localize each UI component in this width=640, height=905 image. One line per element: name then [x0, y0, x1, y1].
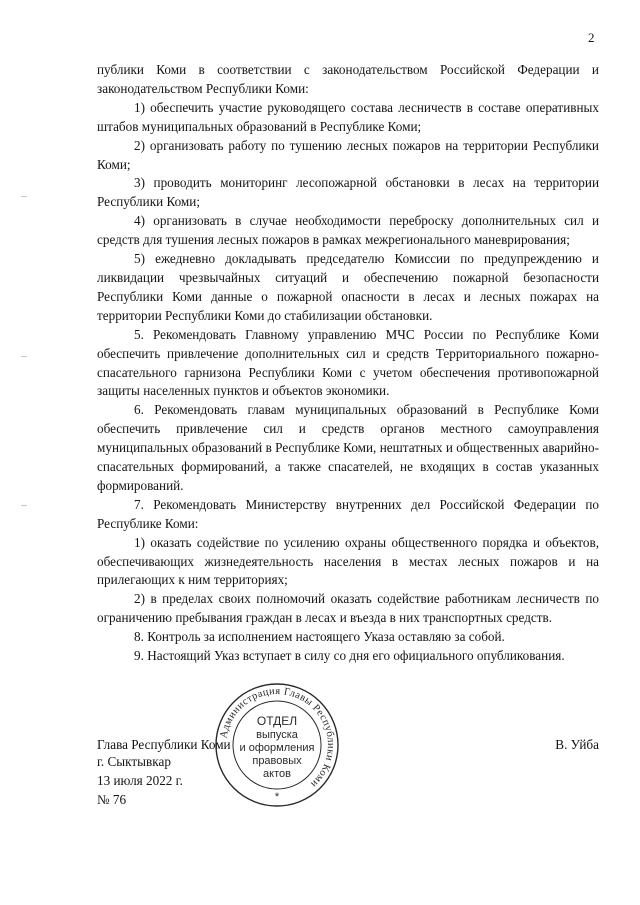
decree-body: [97, 61, 599, 666]
stamp-line: ОТДЕЛ: [256, 714, 298, 728]
paragraph: 3) проводить мониторинг лесопожарной обстановки в лесах на территории Республики Коми;: [97, 175, 599, 210]
paragraph: 1) обеспечить участие руководящего состава лесничеств в составе оперативных штабов муниципальных образований в Республике Коми;: [97, 99, 599, 134]
signatory-name: В. Уйба: [555, 737, 599, 752]
paragraph: 8. Контроль за исполнением настоящего Указа оставляю за собой.: [134, 629, 505, 645]
paragraph: 7. Рекомендовать Министерству внутренних дел Российской Федерации по Республике Коми:: [97, 496, 599, 531]
paragraph: 1) оказать содействие по усилению охраны общественного порядка и объектов, обеспечивающих жизнедеятельность населения в местах лесных пожаров и на прилегающих к ним территориях;: [97, 534, 599, 588]
stamp-line: выпуска: [256, 729, 298, 741]
stamp-star: *: [274, 791, 280, 803]
decree-number: № 76: [97, 792, 127, 807]
office-stamp: [214, 682, 340, 808]
margin-mark: [21, 196, 27, 197]
paragraph: 6. Рекомендовать главам муниципальных образований в Республике Коми обеспечить привлечение сил и средств органов местного самоуправления муниципальных образований в Республике Коми, нештатных и общественных аварийно-спасательных формирований, а также спасателей, не входящих в состав указанных формирований.: [97, 402, 599, 493]
stamp-line: актов: [263, 768, 291, 780]
page-number: 2: [588, 30, 595, 45]
paragraph: публики Коми в соответствии с законодательством Российской Федерации и законодательством Республики Коми:: [97, 62, 599, 96]
paragraph: 9. Настоящий Указ вступает в силу со дня его официального опубликования.: [134, 648, 565, 664]
paragraph: 5) ежедневно докладывать председателю Комиссии по предупреждению и ликвидации чрезвычайных ситуаций и обеспечению пожарной безопасности Республики Коми данные о пожарной опасности в лесах и лесных пожарах на территории Республики Коми до стабилизации обстановки.: [97, 251, 599, 323]
margin-mark: [21, 356, 27, 357]
margin-mark: [21, 505, 27, 506]
paragraph: 5. Рекомендовать Главному управлению МЧС России по Республике Коми обеспечить привлечение дополнительных сил и средств Территориального пожарно-спасательного гарнизона Республики Коми с учетом обеспечения противопожарной защиты населенных пунктов и объектов экономики.: [97, 326, 599, 399]
stamp-ring-text: Администрация Главы Республики Коми: [218, 685, 337, 790]
signatory-title: Глава Республики Коми: [97, 737, 231, 752]
paragraph: 2) организовать работу по тушению лесных пожаров на территории Республики Коми;: [97, 137, 599, 172]
paragraph: 4) организовать в случае необходимости переброску дополнительных сил и средств для тушения лесных пожаров в рамках межрегионального маневрирования;: [97, 213, 599, 248]
city: г. Сыктывкар: [97, 754, 171, 769]
decree-footer: [97, 752, 183, 809]
stamp-line: правовых: [252, 755, 302, 767]
stamp-line: и оформления: [239, 742, 315, 754]
paragraph: 2) в пределах своих полномочий оказать содействие работникам лесничеств по ограничению пребывания граждан в лесах и въезда в них транспортных средств.: [97, 591, 599, 626]
decree-date: 13 июля 2022 г.: [97, 773, 183, 788]
